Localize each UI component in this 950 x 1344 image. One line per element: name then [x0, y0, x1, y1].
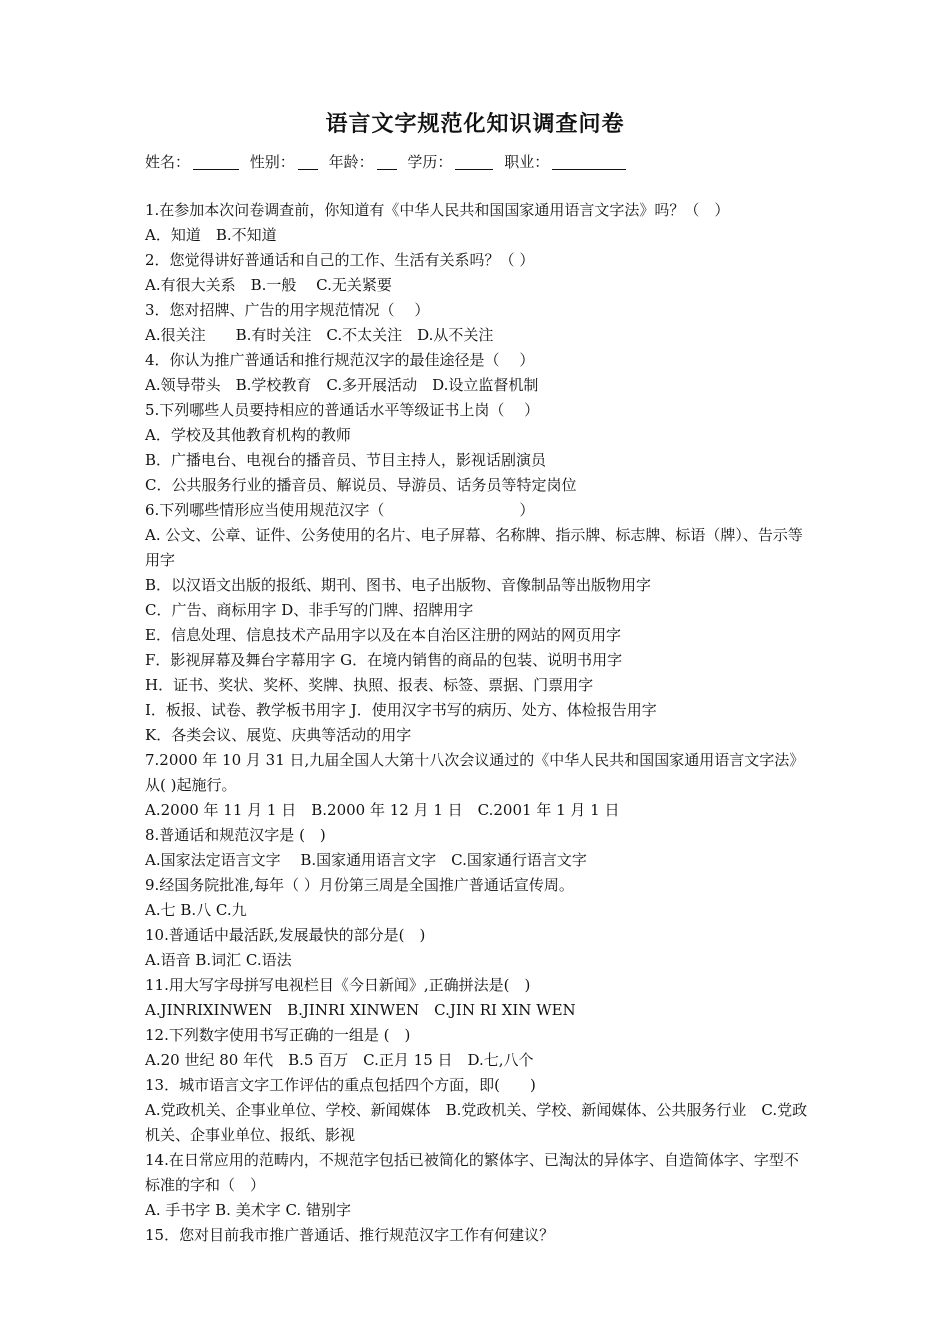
- q15-text: 15．您对目前我市推广普通话、推行规范汉字工作有何建议？: [145, 1226, 555, 1244]
- respondent-info-line: [145, 150, 632, 174]
- q4-text: 4．你认为推广普通话和推行规范汉字的最佳途径是（ ）: [145, 351, 535, 369]
- q14-options: A. 手书字 B. 美术字 C. 错别字: [145, 1201, 351, 1219]
- q12-text: 12.下列数字使用书写正确的一组是 ( ): [145, 1026, 411, 1044]
- q5-text: 5.下列哪些人员要持相应的普通话水平等级证书上岗（ ）: [145, 401, 540, 419]
- q3-text: 3．您对招牌、广告的用字规范情况（ ）: [145, 301, 430, 319]
- q3-options: A.很关注 B.有时关注 C.不太关注 D.从不关注: [145, 326, 494, 344]
- gender-blank[interactable]: [298, 152, 318, 170]
- q5-option-a: A．学校及其他教育机构的教师: [145, 426, 351, 444]
- q5-option-b: B．广播电台、电视台的播音员、节目主持人，影视话剧演员: [145, 451, 547, 469]
- q6-option-f-g: F．影视屏幕及舞台字幕用字 G．在境内销售的商品的包装、说明书用字: [145, 651, 623, 669]
- q1-text: 1.在参加本次问卷调查前，你知道有《中华人民共和国国家通用语言文字法》吗？（ ）: [145, 201, 730, 219]
- page-title: 语言文字规范化知识调查问卷: [325, 112, 625, 137]
- age-label: 年龄：: [328, 153, 374, 171]
- q6-option-k: K．各类会议、展览、庆典等活动的用字: [145, 726, 412, 744]
- q6-option-i-j: I．板报、试卷、教学板书用字 J．使用汉字书写的病历、处方、体检报告用字: [145, 701, 657, 719]
- q12-options: A.20 世纪 80 年代 B.5 百万 C.正月 15 日 D.七,八个: [145, 1051, 534, 1069]
- occupation-label: 职业：: [504, 153, 550, 171]
- q6-option-a: A. 公文、公章、证件、公务使用的名片、电子屏幕、名称牌、指示牌、标志牌、标语（牌）、告示等用字: [145, 526, 803, 569]
- q7-text: 7.2000 年 10 月 31 日,九届全国人大第十八次会议通过的《中华人民共和国国家通用语言文字法》从( )起施行。: [145, 751, 805, 794]
- q6-option-h: H．证书、奖状、奖杯、奖牌、执照、报表、标签、票据、门票用字: [145, 676, 594, 694]
- age-blank[interactable]: [377, 152, 397, 170]
- q6-text: 6.下列哪些情形应当使用规范汉字（ ）: [145, 501, 535, 519]
- gender-label: 性别：: [249, 153, 295, 171]
- q4-options: A.领导带头 B.学校教育 C.多开展活动 D.设立监督机制: [145, 376, 539, 394]
- q7-options: A.2000 年 11 月 1 日 B.2000 年 12 月 1 日 C.2001 年 1 月 1 日: [145, 801, 620, 819]
- education-label: 学历：: [407, 153, 453, 171]
- q2-options: A.有很大关系 B.一般 C.无关紧要: [145, 276, 392, 294]
- q13-text: 13．城市语言文字工作评估的重点包括四个方面，即( ): [145, 1076, 536, 1094]
- q11-options: A.JINRIXINWEN B.JINRI XINWEN C.JIN RI XIN WEN: [145, 1001, 576, 1019]
- q6-option-c-d: C．广告、商标用字 D、非手写的门牌、招牌用字: [145, 601, 474, 619]
- q14-text: 14.在日常应用的范畴内，不规范字包括已被简化的繁体字、已淘汰的异体字、自造简体字、字型不标准的字和（ ）: [145, 1151, 799, 1194]
- name-blank[interactable]: [193, 152, 239, 170]
- question-list: [145, 198, 810, 1248]
- q13-options: A.党政机关、企事业单位、学校、新闻媒体 B.党政机关、学校、新闻媒体、公共服务行业 C.党政机关、企事业单位、报纸、影视: [145, 1101, 808, 1144]
- q2-text: 2．您觉得讲好普通话和自己的工作、生活有关系吗？（ ）: [145, 251, 535, 269]
- q10-text: 10.普通话中最活跃,发展最快的部分是( ): [145, 926, 426, 944]
- q9-text: 9.经国务院批准,每年（ ）月份第三周是全国推广普通话宣传周。: [145, 876, 574, 894]
- q8-text: 8.普通话和规范汉字是 ( ): [145, 826, 326, 844]
- q11-text: 11.用大写字母拼写电视栏目《今日新闻》,正确拼法是( ): [145, 976, 531, 994]
- q6-option-b: B．以汉语文出版的报纸、期刊、图书、电子出版物、音像制品等出版物用字: [145, 576, 652, 594]
- q1-options: A．知道 B.不知道: [145, 226, 277, 244]
- q5-option-c: C．公共服务行业的播音员、解说员、导游员、话务员等特定岗位: [145, 476, 577, 494]
- q9-options: A.七 B.八 C.九: [145, 901, 247, 919]
- q8-options: A.国家法定语言文字 B.国家通用语言文字 C.国家通行语言文字: [145, 851, 587, 869]
- occupation-blank[interactable]: [552, 152, 626, 170]
- q6-option-e: E．信息处理、信息技术产品用字以及在本自治区注册的网站的网页用字: [145, 626, 621, 644]
- name-label: 姓名：: [145, 153, 191, 171]
- q10-options: A.语音 B.词汇 C.语法: [145, 951, 292, 969]
- education-blank[interactable]: [455, 152, 493, 170]
